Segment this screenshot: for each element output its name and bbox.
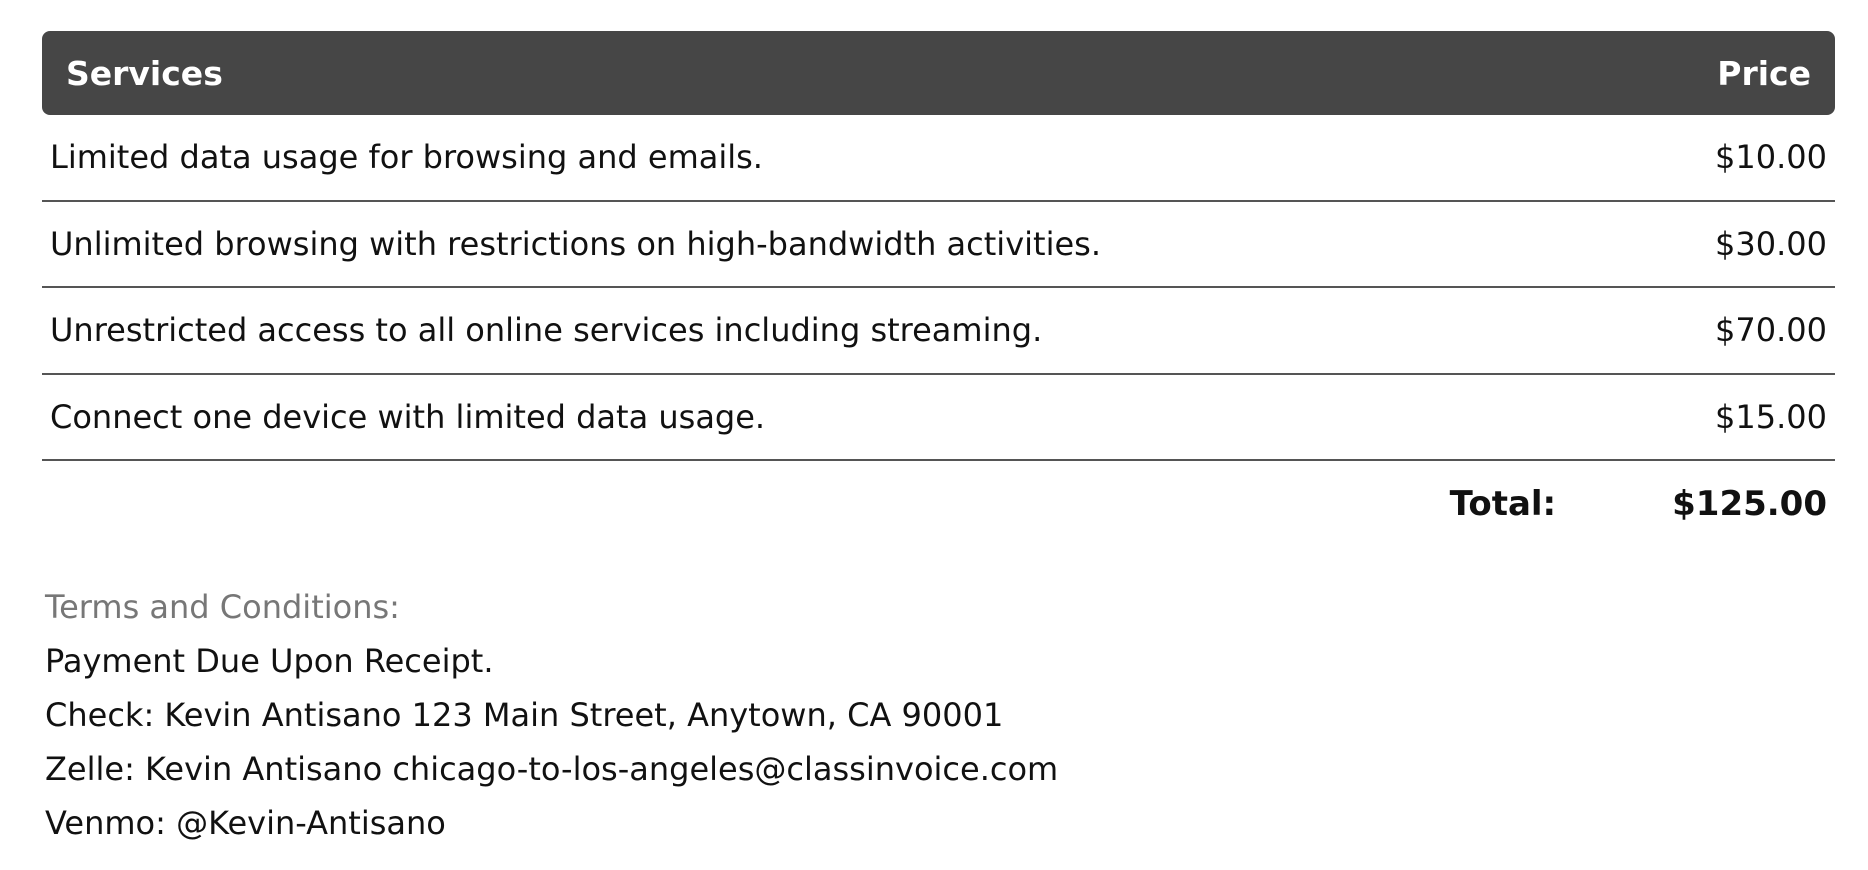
service-description: Limited data usage for browsing and emails.: [50, 138, 763, 177]
service-price: $10.00: [1715, 138, 1827, 177]
terms-title: Terms and Conditions:: [45, 588, 400, 626]
service-description: Connect one device with limited data usage.: [50, 397, 766, 436]
table-row: [42, 288, 1835, 375]
total-row: [42, 461, 1835, 547]
table-header: [42, 31, 1835, 115]
table-row: [42, 115, 1835, 202]
terms-section: [45, 580, 1058, 850]
services-table: [42, 31, 1835, 547]
service-price: $30.00: [1715, 224, 1827, 263]
total-label: Total:: [1449, 484, 1557, 524]
terms-line: Zelle: Kevin Antisano chicago-to-los-angeles@classinvoice.com: [45, 750, 1059, 788]
header-price: Price: [1717, 53, 1811, 93]
header-services: Services: [66, 53, 223, 93]
service-description: Unrestricted access to all online services including streaming.: [50, 311, 1043, 350]
terms-line: Venmo: @Kevin-Antisano: [45, 804, 446, 842]
total-value: $125.00: [1672, 484, 1827, 524]
service-price: $70.00: [1715, 311, 1827, 350]
terms-line: Payment Due Upon Receipt.: [45, 642, 494, 680]
terms-line: Check: Kevin Antisano 123 Main Street, Anytown, CA 90001: [45, 696, 1004, 734]
service-description: Unlimited browsing with restrictions on high-bandwidth activities.: [50, 224, 1101, 263]
table-row: [42, 202, 1835, 289]
service-price: $15.00: [1715, 397, 1827, 436]
table-row: [42, 375, 1835, 462]
